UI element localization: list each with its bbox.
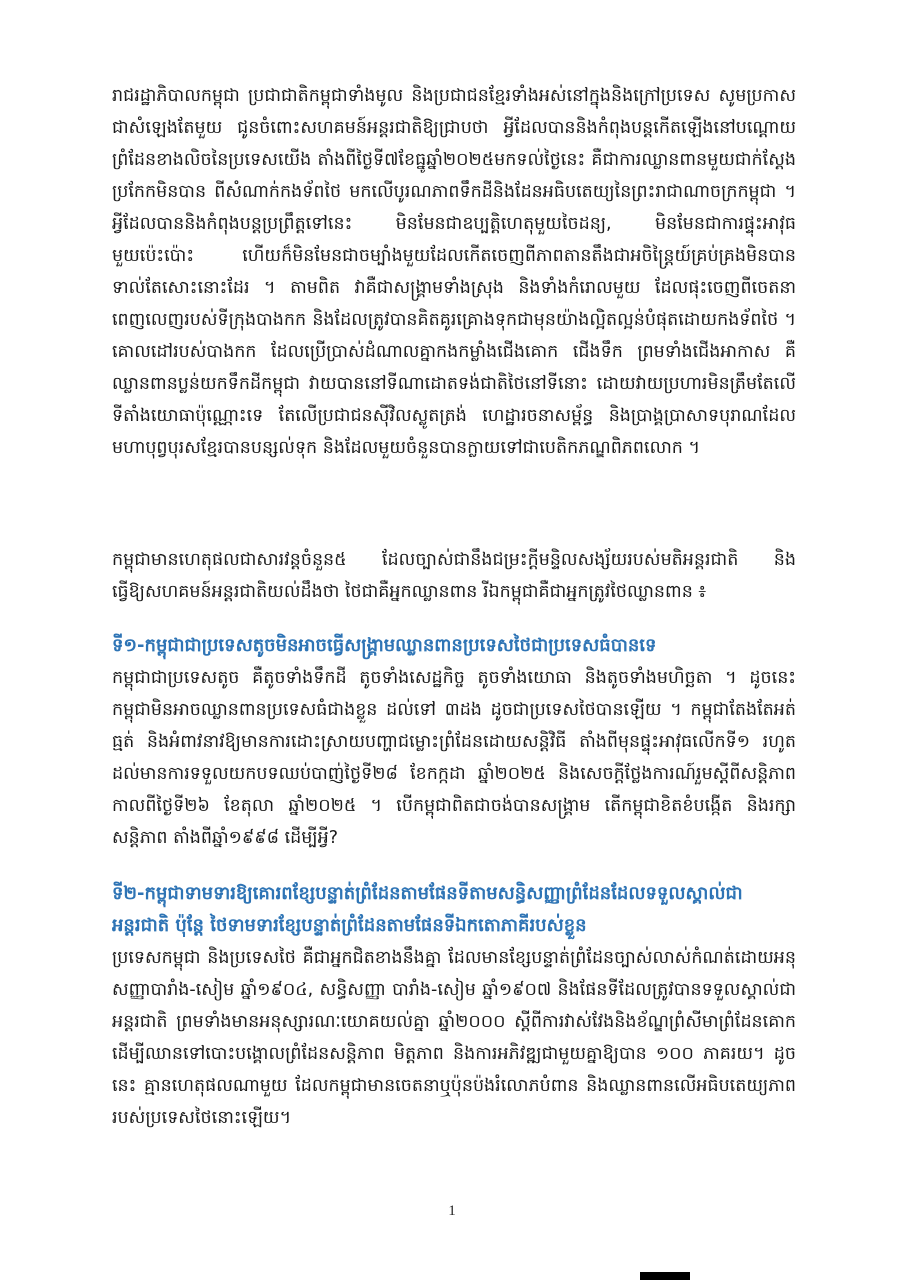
- body-paragraph-section-2: ប្រទេសកម្ពុជា និងប្រទេសថៃ គឺជាអ្នកជិតខាងនឹងគ្នា ដែលមានខ្សែបន្ទាត់ព្រំដែនច្បាស់លាស់កំណត់ដោយអនុសញ្ញាបារាំង-សៀម ឆ្នាំ១៩០៤, សន្ធិសញ្ញា បារាំង-សៀម ឆ្នាំ១៩០៧ និងផែនទីដែលត្រូវបានទទួលស្គាល់ជាអន្តរជាតិ ព្រមទាំងមានអនុស្សារណៈយោគយល់គ្នា ឆ្នាំ២០០០ ស្តីពីការវាស់វែងនិងខ័ណ្ឌព្រំសីមាព្រំដែនគោក ដើម្បីឈានទៅបោះបង្គោលព្រំដែនសន្តិភាព មិត្តភាព និងការអភិវឌ្ឍជាមួយគ្នាឱ្យបាន ១០០ ភាគរយ។ ដូចនេះ គ្មានហេតុផលណាមួយ ដែលកម្ពុជាមានចេតនាឬប៉ុនប៉ងរំលោភបំពាន និងឈ្លានពានលើអធិបតេយ្យភាពរបស់ប្រទេសថៃនោះឡើយ។: [112, 948, 796, 1128]
- document-page: [112, 80, 796, 1134]
- body-paragraph-intro: រាជរដ្ឋាភិបាលកម្ពុជា ប្រជាជាតិកម្ពុជាទាំងមូល និងប្រជាជនខ្មែរទាំងអស់នៅក្នុងនិងក្រៅប្រទេស សូមប្រកាសជាសំឡេងតែមួយ ជូនចំពោះសហគមន៍អន្តរជាតិឱ្យជ្រាបថា អ្វីដែលបាននិងកំពុងបន្តកើតឡើងនៅបណ្តោយព្រំដែនខាងលិចនៃប្រទេសយើង តាំងពីថ្ងៃទី៧ខែធ្នូឆ្នាំ២០២៥មកទល់ថ្ងៃនេះ គឺជាការឈ្លានពានមួយជាក់ស្តែងប្រកែកមិនបាន ពីសំណាក់កងទ័ពថៃ មកលើបូរណភាពទឹកដីនិងដែនអធិបតេយ្យនៃព្រះរាជាណាចក្រកម្ពុជា ។ អ្វីដែលបាននិងកំពុងបន្តប្រព្រឹត្តទៅនេះ មិនមែនជាឧប្បត្តិហេតុមួយចៃដន្យ, មិនមែនជាការផ្ទុះអាវុធមួយប៉េះប៉ោះ ហើយក៏មិនមែនជាចម្បាំងមួយដែលកើតចេញពីភាពតានតឹងជាអចិន្ត្រៃយ៍គ្រប់គ្រងមិនបានទាល់តែសោះនោះដែរ ។ តាមពិត វាគឺជាសង្គ្រាមទាំងស្រុង និងទាំងកំរោលមួយ ដែលផុះចេញពីចេតនាពេញលេញរបស់ទីក្រុងបាងកក និងដែលត្រូវបានគិតគូរគ្រោងទុកជាមុនយ៉ាងល្អិតល្អន់បំផុតដោយកងទ័ពថៃ ។ គោលដៅរបស់បាងកក ដែលប្រើប្រាស់ដំណាលគ្នាកងកម្លាំងជើងគោក ជើងទឹក ព្រមទាំងជើងអាកាស គឺ ឈ្លានពានប្លន់យកទឹកដីកម្ពុជា វាយបាននៅទីណាដោតទង់ជាតិថៃនៅទីនោះ ដោយវាយប្រហារមិនត្រឹមតែលើទីតាំងយោធាប៉ុណ្ណោះទេ តែលើប្រជាជនស៊ីវិលស្លូតត្រង់ ហេដ្ឋារចនាសម្ព័ន្ធ និងប្រាង្គប្រាសាទបុរាណដែលមហាបុព្វបុរសខ្មែរបានបន្សល់ទុក និងដែលមួយចំនួនបានក្លាយទៅជាបេតិកភណ្ឌពិភពលោក ។: [112, 86, 796, 458]
- footer-bar: [640, 1272, 690, 1280]
- body-paragraph-section-1: កម្ពុជាជាប្រទេសតូច គឺតូចទាំងទឹកដី តូចទាំងសេដ្ឋកិច្ច តូចទាំងយោធា និងតូចទាំងមហិច្ឆតា ។ ដូចនេះ កម្ពុជាមិនអាចឈ្លានពានប្រទេសធំជាងខ្លួន ដល់ទៅ ៣ដង ដូចជាប្រទេសថៃបានឡើយ ។ កម្ពុជាតែងតែអត់ធ្មត់ និងអំពាវនាវឱ្យមានការដោះស្រាយបញ្ហាជម្លោះព្រំដែនដោយសន្តិវិធី តាំងពីមុនផ្ទុះអាវុធលើកទី១ រហូតដល់មានការទទួលយកបទឈប់បាញ់ថ្ងៃទី២៨ ខែកក្កដា ឆ្នាំ២០២៥ និងសេចក្តីថ្លែងការណ៍រួមស្តីពីសន្តិភាពកាលពីថ្ងៃទី២៦ ខែតុលា ឆ្នាំ២០២៥ ។ បើកម្ពុជាពិតជាចង់បានសង្គ្រាម តើកម្ពុជាខិតខំបង្កើត និងរក្សាសន្តិភាព តាំងពីឆ្នាំ១៩៩៨ ដើម្បីអ្វី?: [112, 668, 796, 848]
- page-number: 1: [448, 1203, 456, 1219]
- body-paragraph-reasons-intro: កម្ពុជាមានហេតុផលជាសារវន្តចំនួន៥ ដែលច្បាស់ជានឹងជម្រះក្តីមន្ទិលសង្ស័យរបស់មតិអន្តរជាតិ និងធ្វើឱ្យសហគមន៍អន្តរជាតិយល់ដឹងថា ថៃជាគឺអ្នកឈ្លានពាន រីឯកម្ពុជាគឺជាអ្នកត្រូវថៃឈ្លានពាន ៖: [112, 550, 796, 602]
- section-heading-1: ទី១-កម្ពុជាជាប្រទេសតូចមិនអាចធ្វើសង្គ្រាមឈ្លានពានប្រទេសថៃជាប្រទេសធំបានទេ: [112, 635, 657, 656]
- section-heading-2: ទី២-កម្ពុជាទាមទារឱ្យគោរពខ្សែបន្ទាត់ព្រំដែនតាមផែនទីតាមសន្ធិសញ្ញាព្រំដែនដែលទទួលស្គាល់ជាអន្តរជាតិ ប៉ុន្តែ ថៃទាមទារខ្សែបន្ទាត់ព្រំដែនតាមផែនទីឯកតោភាគីរបស់ខ្លួន: [112, 883, 743, 936]
